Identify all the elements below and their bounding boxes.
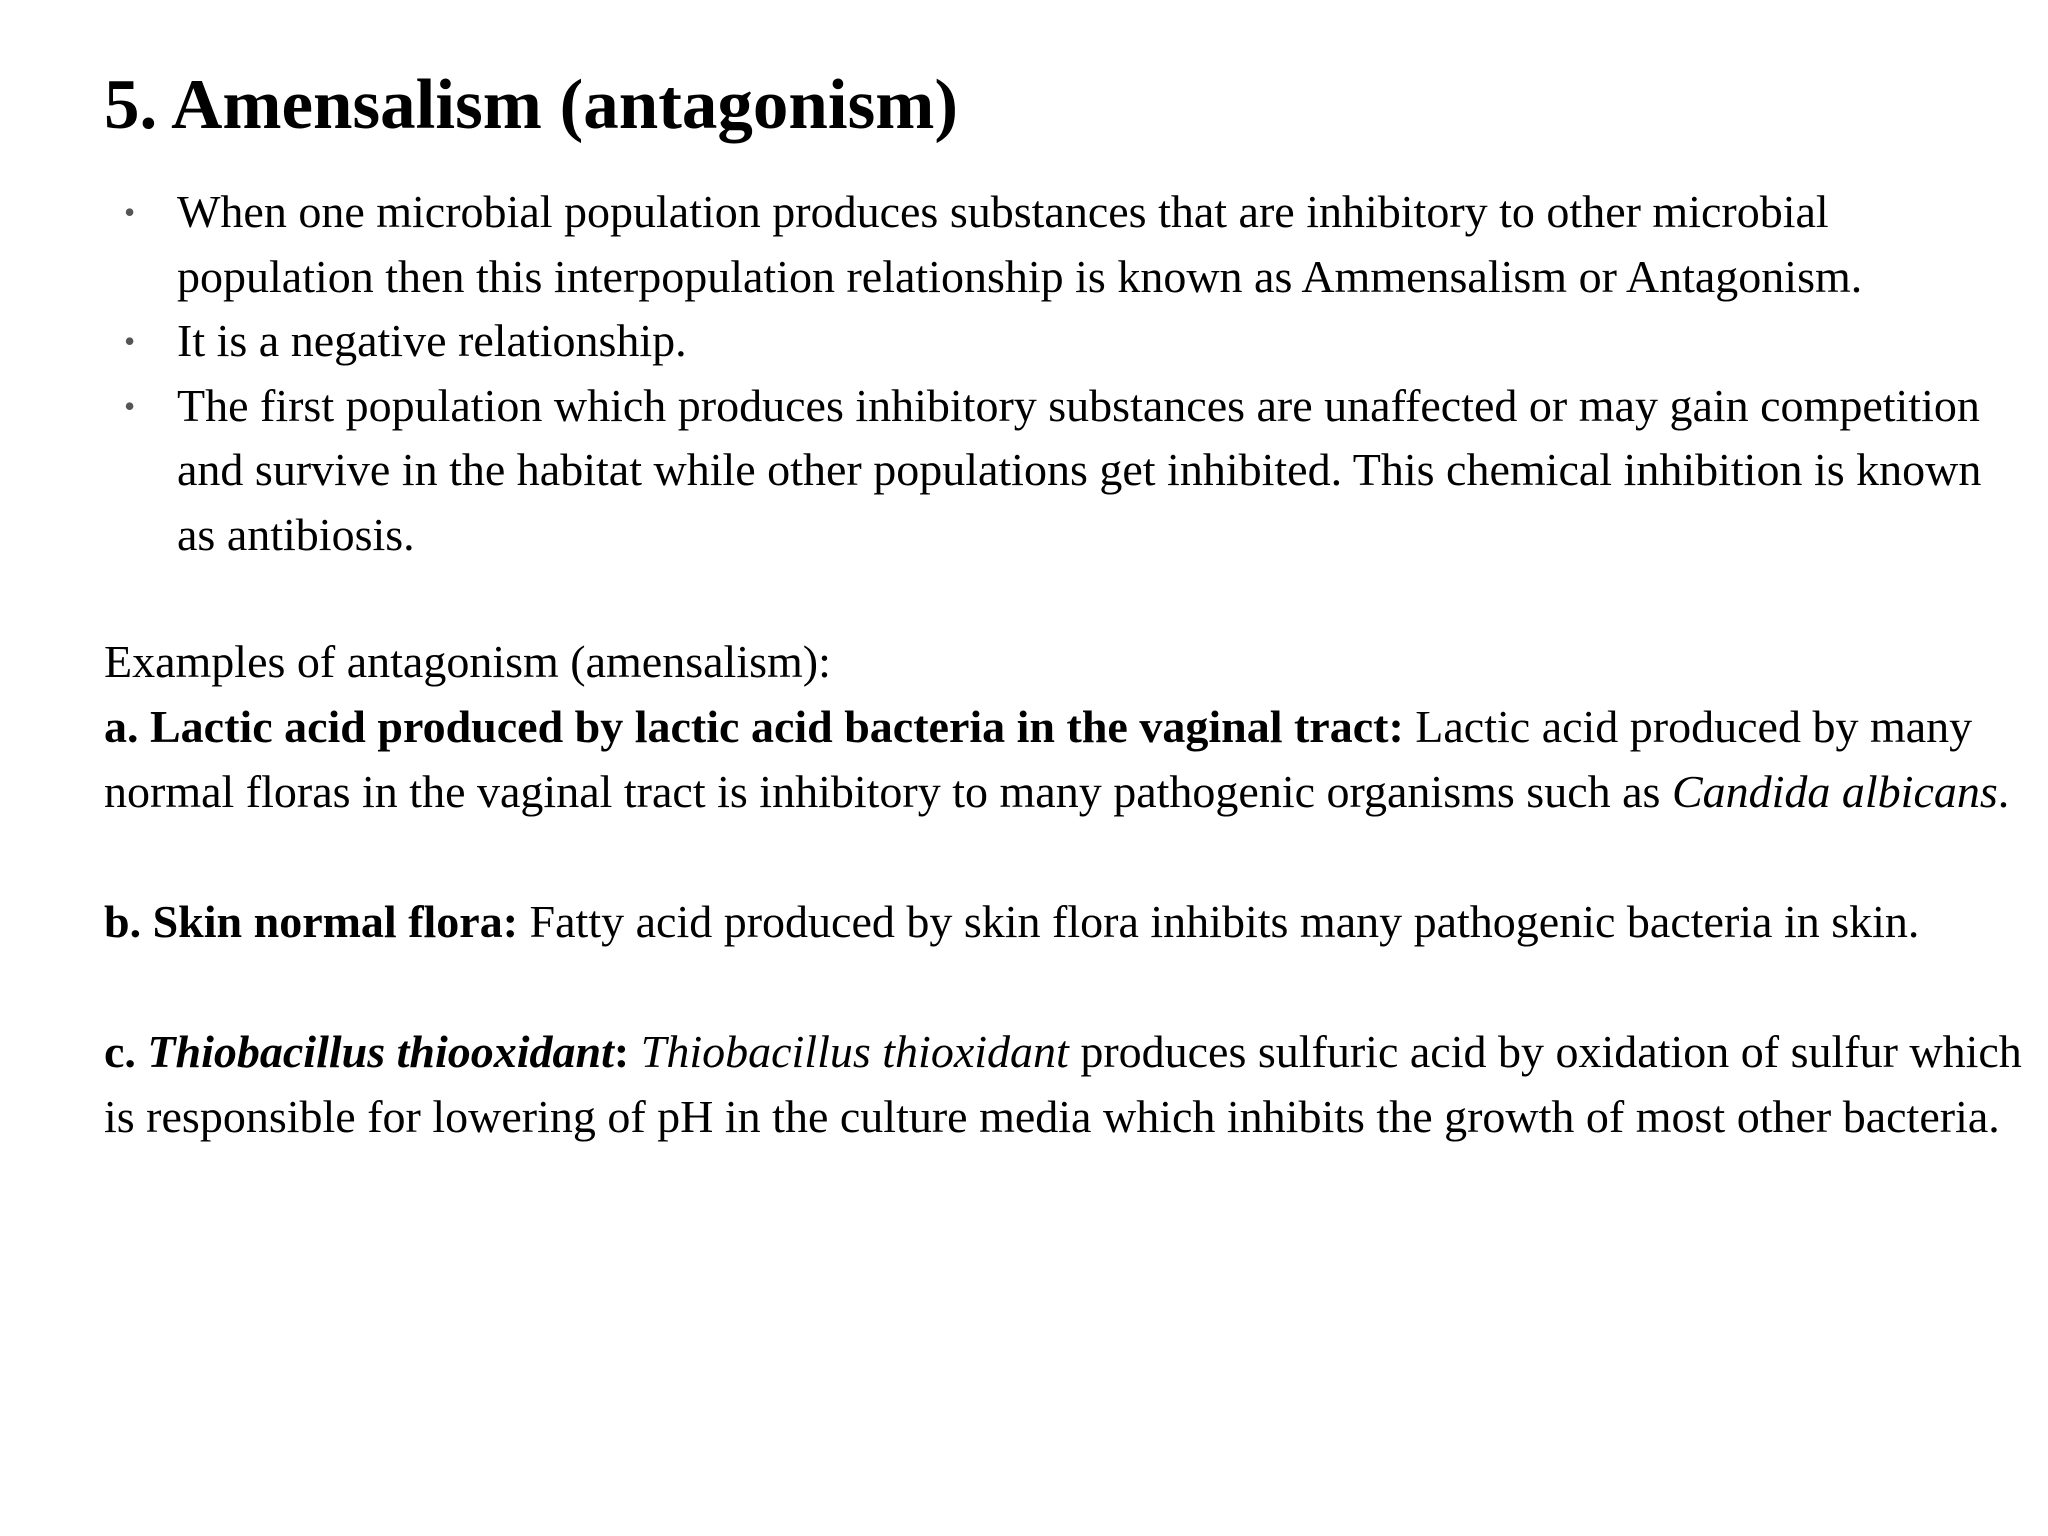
list-item — [104, 374, 1984, 568]
bullet-text: It is a negative relationship. — [177, 315, 687, 366]
example-a-label: a. Lactic acid produced by lactic acid bacteria in the vaginal tract: — [104, 701, 1404, 752]
bullet-icon: • — [124, 194, 136, 230]
example-c-label-species: Thiobacillus thiooxidant — [147, 1026, 614, 1077]
example-a-end: . — [1997, 766, 2010, 817]
example-b-label: b. Skin normal flora: — [104, 896, 519, 947]
bullet-icon: • — [124, 387, 136, 424]
example-c-label-prefix: c. — [104, 1026, 148, 1077]
example-a-species: Candida albicans — [1671, 766, 1998, 817]
example-c-label — [104, 1026, 629, 1077]
example-b — [104, 889, 2034, 954]
list-item — [104, 180, 1984, 309]
bullet-text: When one microbial population produces substances that are inhibitory to other microbial population then this interpopulation relationship is known as Ammensalism or Antagonism. — [177, 186, 1863, 302]
example-a — [104, 694, 2034, 824]
examples-intro: Examples of antagonism (amensalism): — [104, 636, 831, 687]
example-c-species: Thiobacillus thioxidant — [640, 1026, 1069, 1077]
document-page — [104, 62, 2034, 1142]
bullet-text: The first population which produces inhibitory substances are unaffected or may gain competition and survive in the habitat while other populations get inhibited. This chemical inhibition is known as antibiosis. — [177, 379, 1982, 560]
bullet-icon: • — [124, 323, 136, 359]
example-c-label-suffix: : — [613, 1026, 630, 1077]
example-c — [104, 1019, 2034, 1149]
example-b-text: Fatty acid produced by skin flora inhibits many pathogenic bacteria in skin. — [518, 896, 1920, 947]
list-item — [104, 309, 1984, 374]
example-a-text: Lactic acid produced by many normal floras in the vaginal tract is inhibitory to many pathogenic organisms such as — [104, 701, 1973, 817]
page-title: 5. Amensalism (antagonism) — [104, 66, 959, 144]
example-c-space — [629, 1026, 641, 1077]
example-c-text: produces sulfuric acid by oxidation of sulfur which is responsible for lowering of pH in the culture media which inhibits the growth of most other bacteria. — [104, 1026, 2022, 1142]
bullet-list — [104, 180, 1984, 567]
examples-section — [104, 629, 2034, 1149]
spacer — [104, 954, 2034, 1019]
spacer — [104, 824, 2034, 889]
